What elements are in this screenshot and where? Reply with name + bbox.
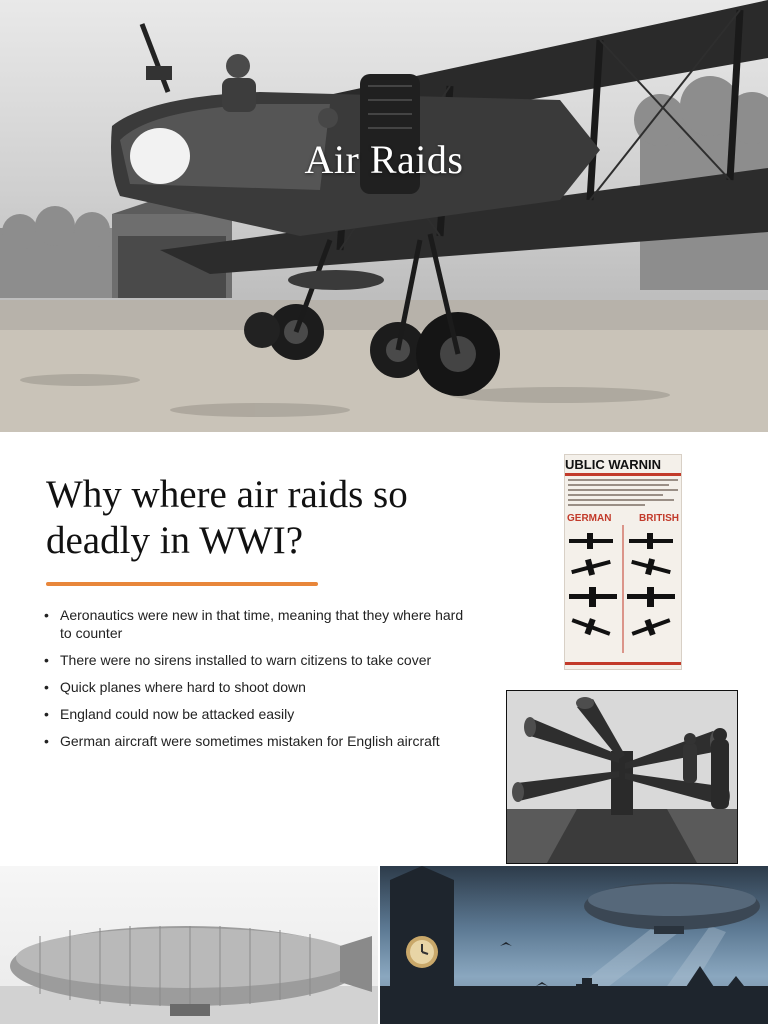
poster-german-label: GERMAN <box>567 513 612 524</box>
bullet-icon: • <box>44 679 49 695</box>
title-slide <box>0 0 768 432</box>
bullet-text: There were no sirens installed to warn citizens to take cover <box>60 652 432 668</box>
bullet-list <box>44 606 464 759</box>
zeppelin-photo <box>0 866 378 1024</box>
heading-accent-line <box>46 582 318 586</box>
list-item <box>44 651 464 669</box>
list-item <box>44 705 464 723</box>
bullet-icon: • <box>44 607 49 623</box>
poster-header: UBLIC WARNIN <box>565 457 662 472</box>
content-slide <box>0 432 768 864</box>
list-item <box>44 678 464 696</box>
biplane-photo <box>0 0 768 432</box>
poster-red-bar-bottom <box>565 662 681 665</box>
poster-british-label: BRITISH <box>639 513 679 524</box>
bullet-text: England could now be attacked easily <box>60 706 295 722</box>
aircraft-silhouettes-icon <box>565 525 681 655</box>
city-raid-illustration <box>380 866 768 1024</box>
list-item <box>44 732 464 750</box>
bullet-text: German aircraft were sometimes mistaken for English aircraft <box>60 733 440 749</box>
slide-title: Air Raids <box>304 137 464 182</box>
bullet-icon: • <box>44 733 49 749</box>
slide-heading: Why where air raids so deadly in WWI? <box>46 473 408 562</box>
bullet-text: Quick planes where hard to shoot down <box>60 679 306 695</box>
siren-horns-photo <box>506 690 738 864</box>
list-item <box>44 606 464 642</box>
bullet-text: Aeronautics were new in that time, meaning that they where hard to counter <box>60 607 464 641</box>
bullet-icon: • <box>44 652 49 668</box>
poster-red-bar <box>565 473 681 476</box>
bullet-icon: • <box>44 706 49 722</box>
poster-fine-print <box>568 479 678 509</box>
public-warning-poster <box>564 454 682 670</box>
